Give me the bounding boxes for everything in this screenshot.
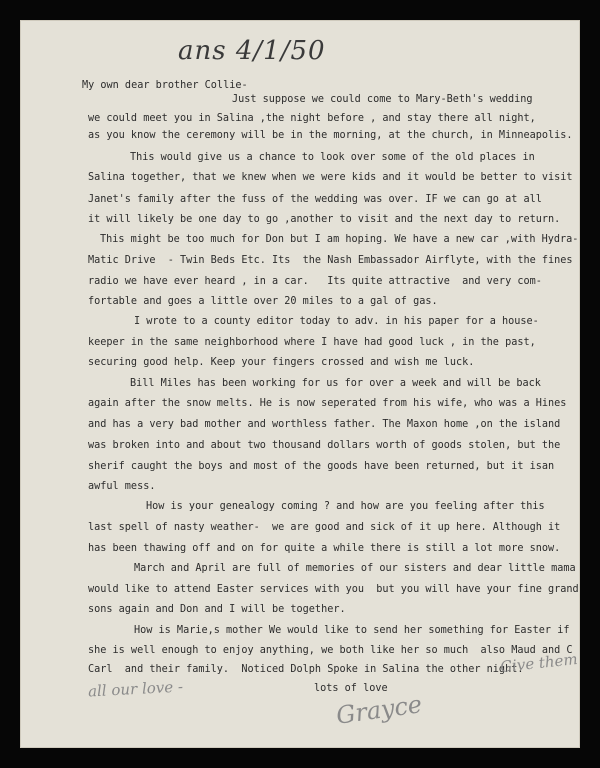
letter-line-10: radio we have ever heard , in a car. Its quite attractive and very com-: [88, 276, 542, 287]
letter-line-5: Salina together, that we knew when we were kids and it would be better to visit: [88, 172, 573, 183]
letter-line-28: she is well enough to enjoy anything, we both like her so much also Maud and C: [88, 645, 573, 656]
letter-line-15: Bill Miles has been working for us for over a week and will be back: [130, 378, 541, 389]
letter-line-7: it will likely be one day to go ,another to visit and the next day to return.: [88, 214, 561, 225]
letter-line-6: Janet's family after the fuss of the wedding was over. IF we can go at all: [88, 194, 542, 205]
letter-line-25: would like to attend Easter services with you but you will have your fine grand: [88, 584, 579, 595]
letter-line-27: How is Marie,s mother We would like to send her something for Easter if: [134, 625, 570, 636]
signature: Grayce: [334, 690, 424, 730]
letter-line-11: fortable and goes a little over 20 miles to a gal of gas.: [88, 296, 438, 307]
letter-line-9: Matic Drive - Twin Beds Etc. Its the Nash Embassador Airflyte, with the fines: [88, 255, 573, 266]
letter-line-4: This would give us a chance to look over some of the old places in: [130, 152, 535, 163]
letter-line-22: last spell of nasty weather- we are good and sick of it up here. Although it: [88, 522, 561, 533]
letter-line-2: we could meet you in Salina ,the night before , and stay there all night,: [88, 113, 536, 124]
letter-line-23: has been thawing off and on for quite a while there is still a lot more snow.: [88, 543, 561, 554]
salutation: My own dear brother Collie-: [82, 80, 248, 91]
letter-line-13: keeper in the same neighborhood where I have had good luck , in the past,: [88, 337, 536, 348]
letter-line-14: securing good help. Keep your fingers crossed and wish me luck.: [88, 357, 475, 368]
letter-line-3: as you know the ceremony will be in the morning, at the church, in Minneapolis.: [88, 130, 573, 141]
letter-line-8: This might be too much for Don but I am hoping. We have a new car ,with Hydra-: [100, 234, 579, 245]
letter-line-21: How is your genealogy coming ? and how are you feeling after this: [146, 501, 545, 512]
letter-line-19: sherif caught the boys and most of the goods have been returned, but it isan: [88, 461, 555, 472]
letter-line-17: and has a very bad mother and worthless father. The Maxon home ,on the island: [88, 419, 561, 430]
letter-line-24: March and April are full of memories of our sisters and dear little mama: [134, 563, 576, 574]
letter-line-26: sons again and Don and I will be together.: [88, 604, 346, 615]
margin-note-left: all our love -: [87, 677, 184, 701]
handwritten-annotation-top: ans 4/1/50: [178, 36, 326, 66]
letter-line-20: awful mess.: [88, 481, 156, 492]
letter-line-12: I wrote to a county editor today to adv. in his paper for a house-: [134, 316, 539, 327]
letter-line-18: was broken into and about two thousand dollars worth of goods stolen, but the: [88, 440, 561, 451]
letter-line-16: again after the snow melts. He is now seperated from his wife, who was a Hines: [88, 398, 567, 409]
margin-note-right: Give them: [499, 649, 579, 677]
letter-line-29: Carl and their family. Noticed Dolph Spoke in Salina the other night.: [88, 664, 524, 675]
letter-line-1: Just suppose we could come to Mary-Beth's wedding: [232, 94, 533, 105]
closing: lots of love: [314, 683, 388, 694]
